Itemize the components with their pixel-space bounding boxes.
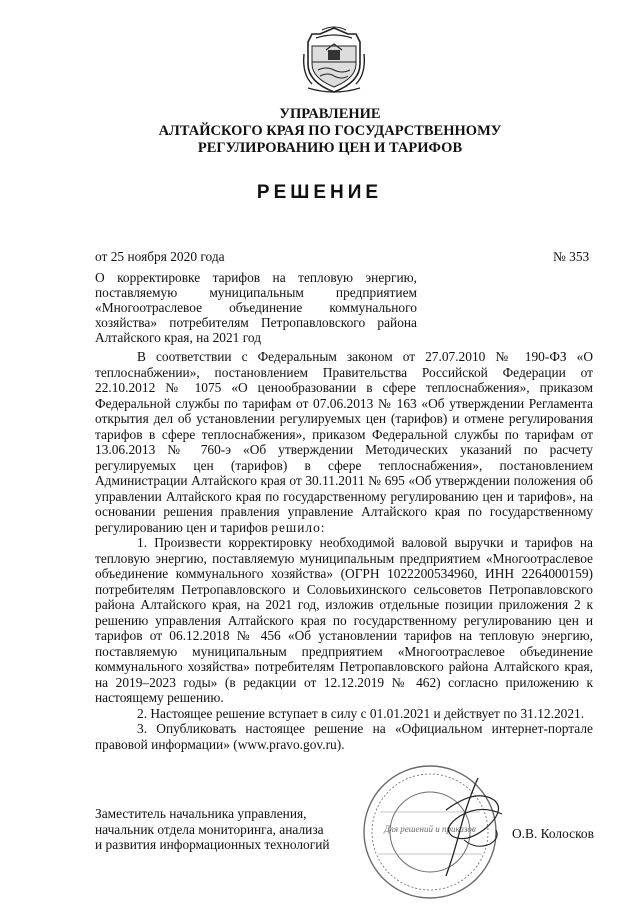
handwritten-signature	[416, 770, 516, 890]
agency-name-line2: АЛТАЙСКОГО КРАЯ ПО ГОСУДАРСТВЕННОМУ	[158, 123, 502, 139]
item-2: 2. Настоящее решение вступает в силу с 01.01.2021 и действует по 31.12.2021.	[137, 705, 585, 721]
decided-word: решило:	[271, 519, 326, 535]
agency-name-line3: РЕГУЛИРОВАНИЮ ЦЕН И ТАРИФОВ	[197, 140, 463, 156]
stamp-text: Для решений и приказов	[384, 824, 476, 834]
document-subject: О корректировке тарифов на тепловую энергию, поставляемую муниципальным предприятием «Многоотраслевое объединение коммунального хозяйства» потребителям Петропавловского района Алтайского края, на 2021 год	[95, 270, 417, 345]
item-3: 3. Опубликовать настоящее решение на «Официальном интернет-портале правовой информации» (www.pravo.gov.ru).	[95, 721, 593, 752]
preamble-text: В соответствии с Федеральным законом от 27.07.2010 № 190-ФЗ «О теплоснабжении», постановлением Правительства Российской Федерации от 22.10.2012 № 1075 «О ценообразовании в сфере теплоснабжения», приказом Федеральной службы по тарифам от 07.06.2013 № 163 «Об утверждении Регламента открытия дел об установлении регулируемых цен (тарифов) и отмене регулирования тарифов в сфере теплоснабжения», приказом Федеральной службы по тарифам от 13.06.2013 № 760-э «Об утверждении Методических указаний по расчету регулируемых цен (тарифов) в сфере теплоснабжения», постановлением Администрации Алтайского края от 30.11.2011 № 695 «Об утверждении положения об управлении Алтайского края по государственному регулированию цен и тарифов», на основании решения правления управление Алтайского края по государственному регулированию цен и тарифов	[95, 349, 593, 535]
document-body	[95, 349, 593, 752]
preamble-paragraph	[95, 349, 593, 535]
position-line-2: начальник отдела мониторинга, анализа	[95, 821, 324, 837]
signatory-position	[95, 806, 330, 853]
position-line-1: Заместитель начальника управления,	[95, 806, 307, 821]
item-1: 1. Произвести корректировку необходимой валовой выручки и тарифов на тепловую энергию, поставляемую муниципальным предприятием «Многоотраслевое объединение коммунального хозяйства» (ОГРН 1022200534960, ИНН 2264000159) потребителям Петропавловского и Соловьихинского сельсоветов Петропавловского района Алтайского края, на 2021 год, изложив отдельные позиции приложения 2 к решению управления Алтайского края по государственному регулированию цен и тарифов от 06.12.2018 № 456 «Об установлении тарифов на тепловую энергию, поставляемую муниципальным предприятием «Многоотраслевое объединение коммунального хозяйства» потребителям Петропавловского района Алтайского края, на 2019–2023 годы» (в редакции от 12.12.2019 № 462) согласно приложению к настоящему решению.	[95, 535, 593, 705]
document-date: от 25 ноября 2020 года	[95, 249, 225, 264]
document-number: № 353	[553, 249, 590, 264]
position-line-3: и развития информационных технологий	[95, 837, 330, 852]
signatory-name: О.В. Колосков	[512, 826, 594, 841]
coat-of-arms-emblem	[298, 24, 370, 96]
agency-name-line1: УПРАВЛЕНИЕ	[279, 106, 381, 122]
document-title: РЕШЕНИЕ	[256, 182, 383, 203]
